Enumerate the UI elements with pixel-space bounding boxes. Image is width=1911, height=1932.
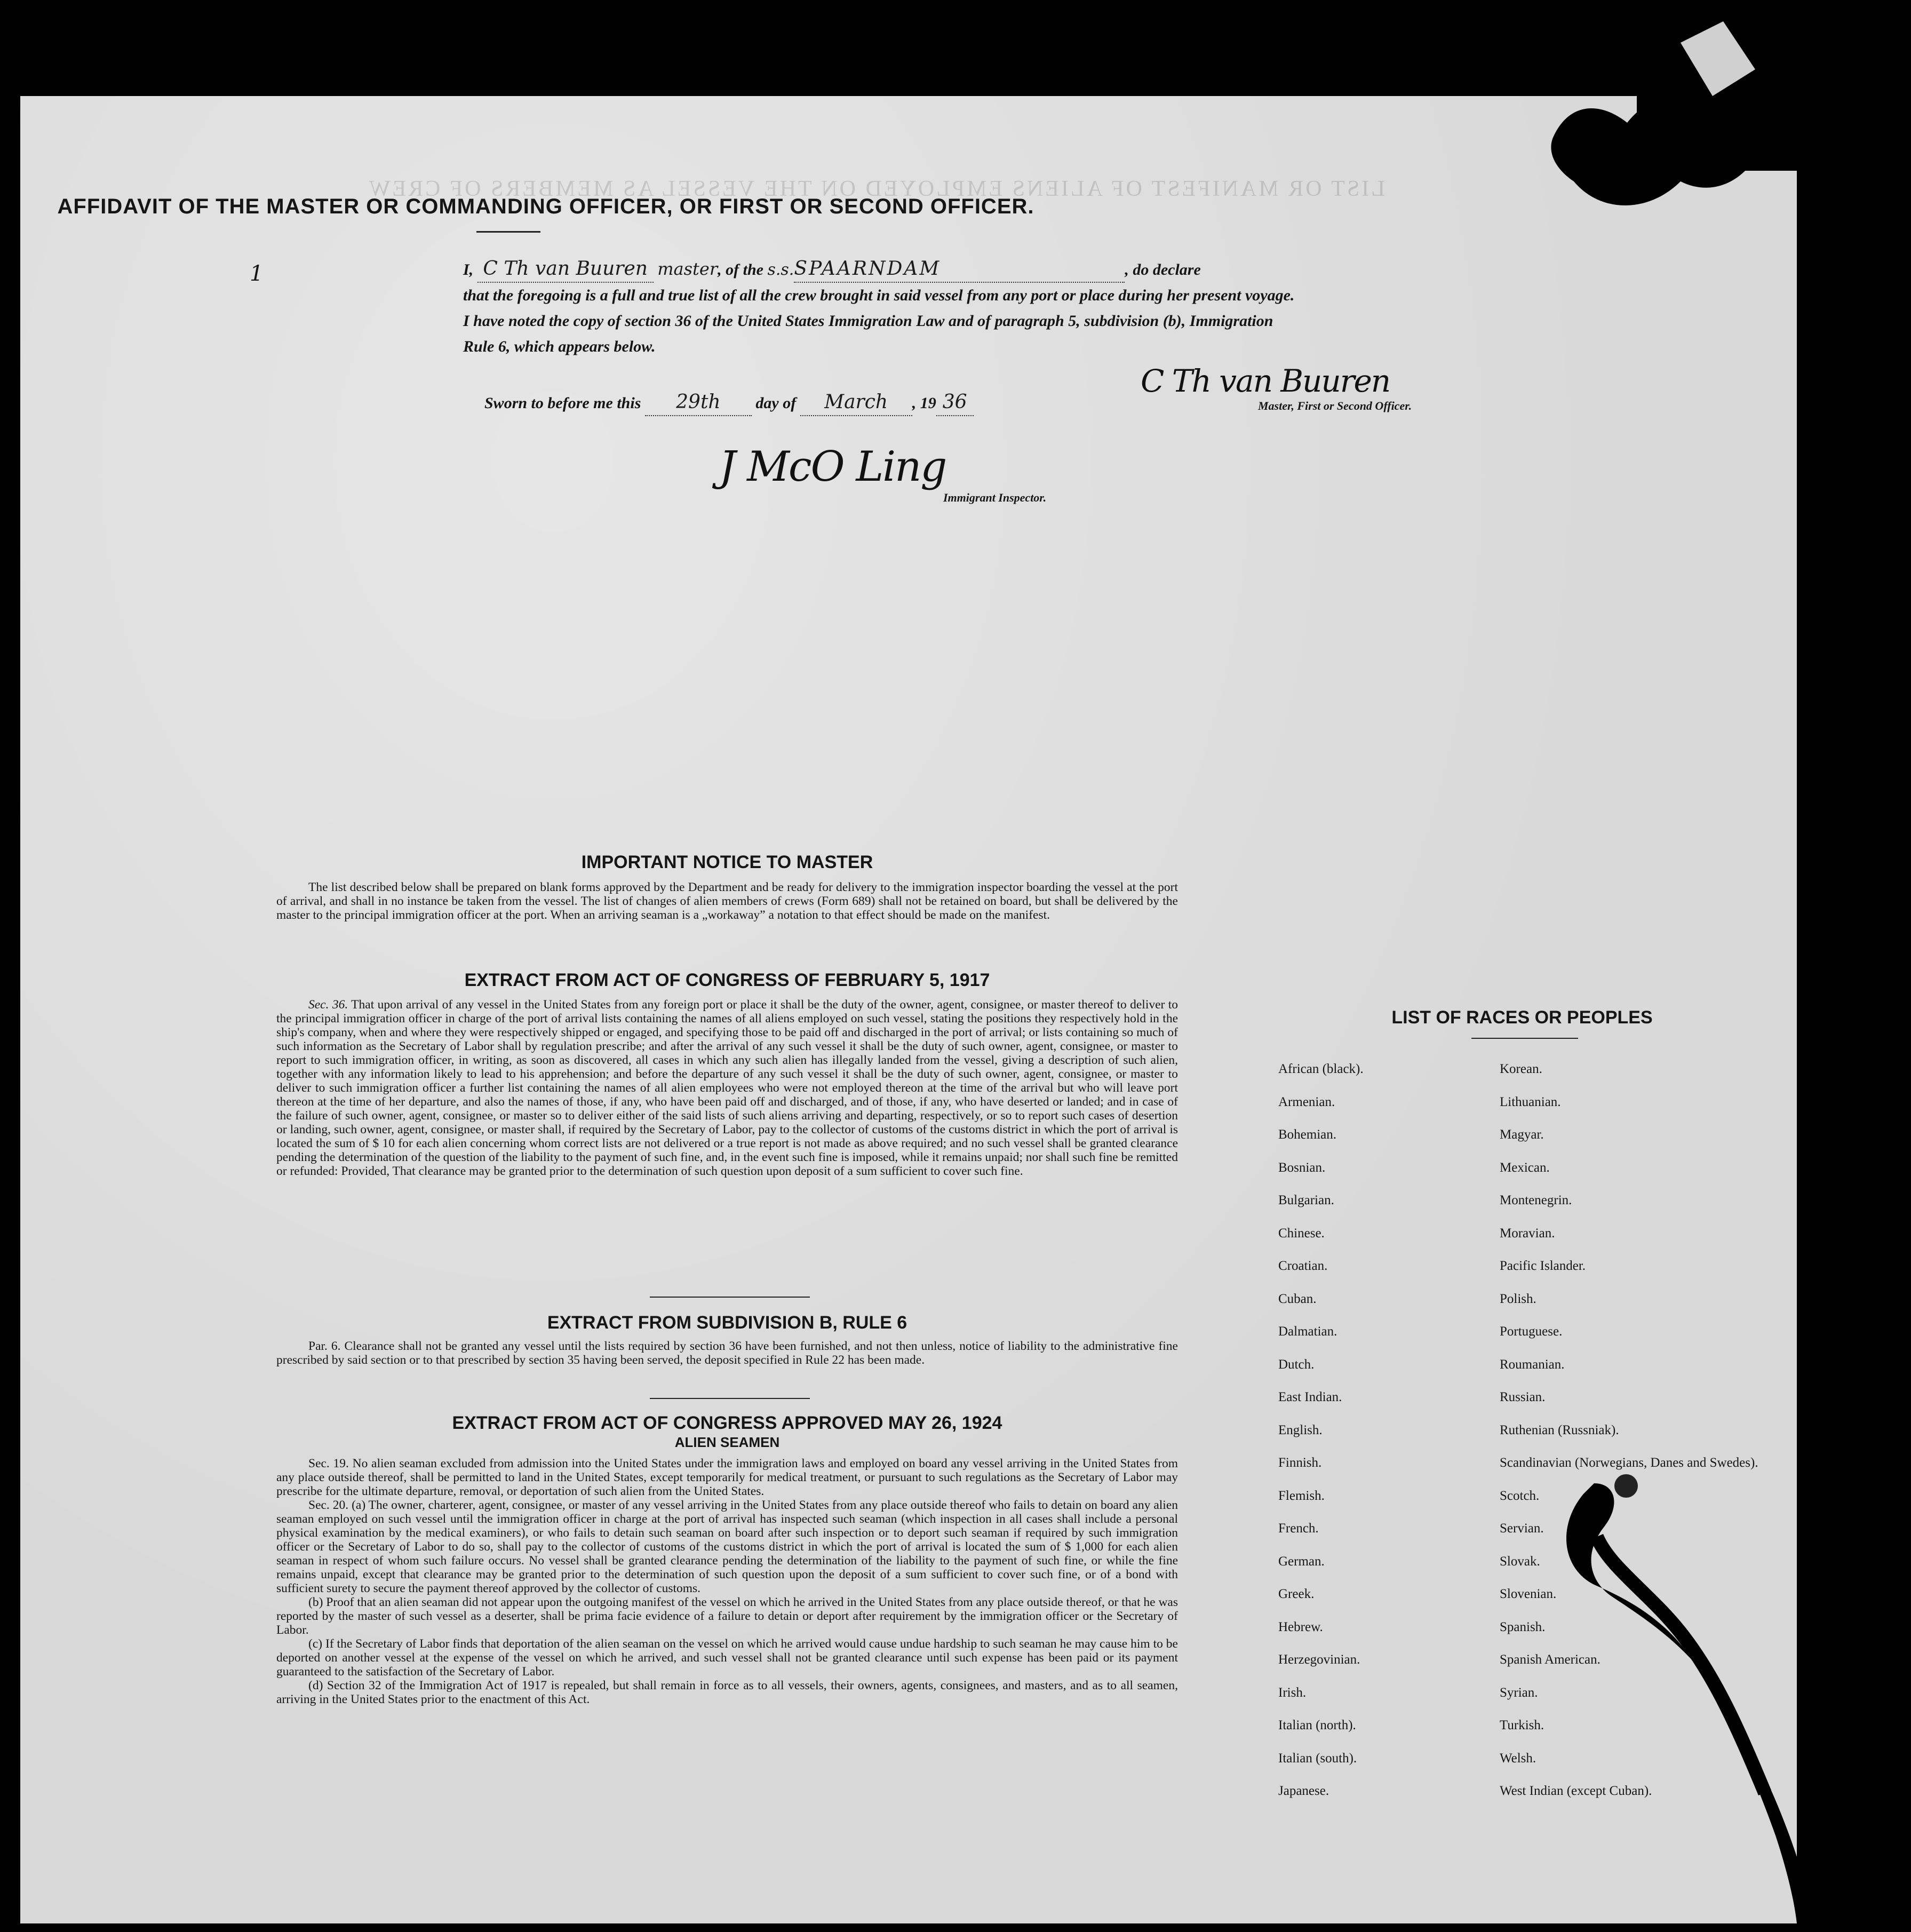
race-item: Moravian. <box>1500 1226 1555 1241</box>
extract-1924-title: EXTRACT FROM ACT OF CONGRESS APPROVED MAY 26, 1924 <box>452 1413 1002 1433</box>
race-item: Polish. <box>1500 1291 1536 1306</box>
master-signature: C Th van Buuren <box>1141 363 1390 399</box>
affidavit-line-1: I, C Th van Buuren master, of the s.s.SPAARNDAM , do declare <box>463 256 1535 283</box>
race-item: Cuban. <box>1278 1291 1317 1306</box>
master-signature-block <box>1141 363 1412 413</box>
race-item: Spanish. <box>1500 1619 1546 1634</box>
sworn-year-field: 36 <box>936 389 974 416</box>
race-item: Croatian. <box>1278 1259 1328 1273</box>
race-item: Finnish. <box>1278 1456 1322 1470</box>
race-item: Montenegrin. <box>1500 1193 1572 1207</box>
extract-1924-subtitle: ALIEN SEAMEN <box>674 1434 780 1450</box>
race-item: Pacific Islander. <box>1500 1259 1586 1273</box>
notice-text: The list described below shall be prepared on blank forms approved by the Department and be ready for delivery to the immigration inspector boarding the vessel at the port of arrival, and shall in no instance be taken from the vessel. The list of changes of alien members of crews (Form 689) shall not be retained on board, but shall be delivered by the master to the principal immigration officer at the port. When an arriving seaman is a „workaway” a notation to that effect should be made on the manifest. <box>276 880 1178 922</box>
extract-1924-text: Sec. 19. No alien seaman excluded from admission into the United States under the immigration laws and employed on board any vessel arriving in the United States from any place outside thereof, shall be permitted to land in the United States, except temporarily for medical treatment, or pursuant to such regulations as the Secretary of Labor may prescribe for the ultimate departure, removal, or deportation of such alien from the United States. Sec. 20. (a) The owner, charterer, agent, consignee, or master of any vessel arriving in the United States from any place outside thereof who fails to detain on board any alien seaman employed on such vessel until the immigration officer in charge at the port of arrival has inspected such seaman (which inspection in all cases shall include a personal physical examination by the medical examiners), or who fails to detain such seaman on board after such inspection or to deport such seaman if required by such immigration officer or the Secretary of Labor to do so, shall pay to the collector of customs of the customs district in which the port of arrival is located the sum of $ 1,000 for each alien seaman in respect of whom such failure occurs. No vessel shall be granted clearance pending the determination of the liability to the payment of such fine, or while the fine remains unpaid, except that clearance may be granted prior to the determination of such question upon the deposit of a sum sufficient to cover such fine, or of a bond with sufficient surety to secure the payment thereof approved by the collector of customs. (b) Proof that an alien seaman did not appear upon the outgoing manifest of the vessel on which he arrived in the United States from any place outside thereof, or that he was reported by the master of such vessel as a deserter, shall be prima facie evidence of a failure to detain or deport after requirement by the immigration officer or the Secretary of Labor. (c) If the Secretary of Labor finds that deportation of the alien seaman on the vessel on which he arrived would cause undue hardship to such seaman he may cause him to be deported on another vessel at the expense of the vessel on which he arrived, and such vessel shall not be granted clearance until such expense has been paid or its payment guaranteed to the satisfaction of the Secretary of Labor. (d) Section 32 of the Immigration Act of 1917 is repealed, but shall remain in force as to all vessels, their owners, agents, consignees, and masters, and as to all seamen, arriving in the United States prior to the enactment of this Act. <box>276 1457 1178 1706</box>
inspector-signature-label: Immigrant Inspector. <box>943 491 1047 504</box>
notice-title: IMPORTANT NOTICE TO MASTER <box>581 852 873 872</box>
race-item: Servian. <box>1500 1521 1544 1536</box>
punch-hole <box>1820 815 1844 842</box>
affidavit-line-3: I have noted the copy of section 36 of the United States Immigration Law and of paragraph 5, subdivision (b), Immigration <box>463 312 1273 330</box>
punch-hole <box>1819 373 1843 400</box>
divider <box>1471 1038 1578 1039</box>
race-item: Bulgarian. <box>1278 1193 1334 1207</box>
extract-rule6-title: EXTRACT FROM SUBDIVISION B, RULE 6 <box>547 1313 907 1333</box>
affidavit-line-4: Rule 6, which appears below. <box>463 338 656 355</box>
race-item: English. <box>1278 1422 1323 1437</box>
inspector-signature: J McO Ling <box>719 443 946 491</box>
torn-flap <box>1520 21 1819 245</box>
sworn-line: Sworn to before me this 29th day of March , 19 36 <box>484 389 1535 416</box>
master-name-field: C Th van Buuren <box>477 256 654 283</box>
race-item: Greek. <box>1278 1587 1315 1601</box>
race-item: Roumanian. <box>1500 1357 1565 1372</box>
race-item: African (black). <box>1278 1062 1364 1076</box>
race-item: Slovak. <box>1500 1554 1540 1569</box>
race-item: German. <box>1278 1554 1325 1569</box>
race-item: Magyar. <box>1500 1127 1544 1142</box>
race-item: Scandinavian (Norwegians, Danes and Swedes). <box>1500 1456 1758 1470</box>
race-item: Spanish American. <box>1500 1652 1601 1667</box>
race-item: Italian (north). <box>1278 1718 1356 1732</box>
race-item: Japanese. <box>1278 1784 1329 1798</box>
race-item: Italian (south). <box>1278 1751 1357 1766</box>
race-item: Ruthenian (Russniak). <box>1500 1422 1619 1437</box>
race-item: Dalmatian. <box>1278 1324 1337 1339</box>
race-item: Dutch. <box>1278 1357 1315 1372</box>
divider <box>476 231 540 233</box>
extract-rule6-text: Par. 6. Clearance shall not be granted any vessel until the lists required by section 36 have been furnished, and not then unless, notice of liability to the administrative fine prescribed by said section or to that prescribed by section 35 having been served, the deposit specified in Rule 22 has been made. <box>276 1339 1178 1367</box>
inspector-signature-block <box>719 443 1046 505</box>
extract-1917-title: EXTRACT FROM ACT OF CONGRESS OF FEBRUARY 5, 1917 <box>464 970 990 990</box>
race-item: French. <box>1278 1521 1319 1536</box>
divider <box>650 1297 810 1298</box>
race-item: Turkish. <box>1500 1718 1544 1732</box>
race-item: Lithuanian. <box>1500 1094 1561 1109</box>
bleed-through-header: LIST OR MANIFEST OF ALIENS EMPLOYED ON THE VESSEL AS MEMBERS OF CREW <box>367 177 1385 201</box>
ink-stain <box>1546 1462 1797 1923</box>
race-item: Mexican. <box>1500 1160 1550 1175</box>
affidavit-title: AFFIDAVIT OF THE MASTER OR COMMANDING OFFICER, OR FIRST OR SECOND OFFICER. <box>57 195 1034 218</box>
race-item: Russian. <box>1500 1390 1546 1404</box>
punch-hole <box>1822 648 1846 674</box>
margin-mark: 1 <box>250 261 264 286</box>
master-signature-label: Master, First or Second Officer. <box>1258 399 1412 412</box>
race-item: Armenian. <box>1278 1094 1335 1109</box>
race-item: Herzegovinian. <box>1278 1652 1360 1667</box>
race-item: Chinese. <box>1278 1226 1325 1241</box>
sworn-month-field: March <box>800 389 912 416</box>
affidavit-line-2: that the foregoing is a full and true list of all the crew brought in said vessel from any port or place during her present voyage. <box>463 287 1295 304</box>
race-item: Slovenian. <box>1500 1587 1557 1601</box>
races-title: LIST OF RACES OR PEOPLES <box>1391 1007 1653 1028</box>
race-item: Flemish. <box>1278 1488 1325 1503</box>
race-item: Portuguese. <box>1500 1324 1563 1339</box>
race-item: Bosnian. <box>1278 1160 1326 1175</box>
race-item: Bohemian. <box>1278 1127 1337 1142</box>
rank-field: master <box>657 259 718 279</box>
race-item: Korean. <box>1500 1062 1542 1076</box>
race-item: Syrian. <box>1500 1685 1538 1700</box>
punch-hole <box>1822 735 1846 762</box>
divider <box>650 1398 810 1399</box>
vessel-name-field: SPAARNDAM <box>794 256 1125 283</box>
punch-hole <box>1816 288 1840 315</box>
race-item: Welsh. <box>1500 1751 1536 1766</box>
races-left-column <box>1278 1062 1364 1817</box>
race-item: East Indian. <box>1278 1390 1342 1404</box>
extract-1917-text: Sec. 36. That upon arrival of any vessel in the United States from any foreign port or place it shall be the duty of the owner, agent, consignee, or master thereof to deliver to the principal immigration officer in charge of the port of arrival lists containing the names of all aliens employed on such vessel, stating the positions they respectively hold in the ship's company, when and where they were respectively shipped or engaged, and specifying those to be paid off and discharged in the port of arrival; or lists containing so much of such information as the Secretary of Labor shall by regulation prescribe; and after the arrival of any such vessel it shall be the duty of such owner, agent, consignee, or master to report to such immigration officer, in writing, as soon as discovered, all cases in which any such alien has illegally landed from the vessel, giving a description of such alien, together with any information likely to lead to his apprehension; and before the departure of any such vessel it shall be the duty of such owner, agent, consignee, or master to deliver to such immigration officer a further list containing the names of all alien employees who were not employed thereon at the time of the arrival but who will leave port thereon at the time of her departure, and also the names of those, if any, who have been paid off and discharged, and of those, if any, who have deserted or landed; and in case of the failure of such owner, agent, consignee, or master so to deliver either of the said lists of such aliens arriving and departing, respectively, or so to report such cases of desertion or landing, such owner, agent, consignee, or master shall, if required by the Secretary of Labor, pay to the collector of customs of the customs district in which the port of arrival is located the sum of $ 10 for each alien concerning whom correct lists are not delivered or a true report is not made as above required; and no such vessel shall be granted clearance pending the determination of the question of the liability to the payment of such fine, and, in the event such fine is imposed, while it remains unpaid; nor shall such fine be remitted or refunded: Provided, That clearance may be granted prior to the determination of such question upon deposit of a sum sufficient to cover such fine. <box>276 998 1178 1178</box>
document-page <box>20 96 1797 1923</box>
race-item: Scotch. <box>1500 1488 1540 1503</box>
race-item: Irish. <box>1278 1685 1307 1700</box>
race-item: Hebrew. <box>1278 1619 1323 1634</box>
sworn-day-field: 29th <box>645 389 752 416</box>
race-item: West Indian (except Cuban). <box>1500 1784 1652 1798</box>
